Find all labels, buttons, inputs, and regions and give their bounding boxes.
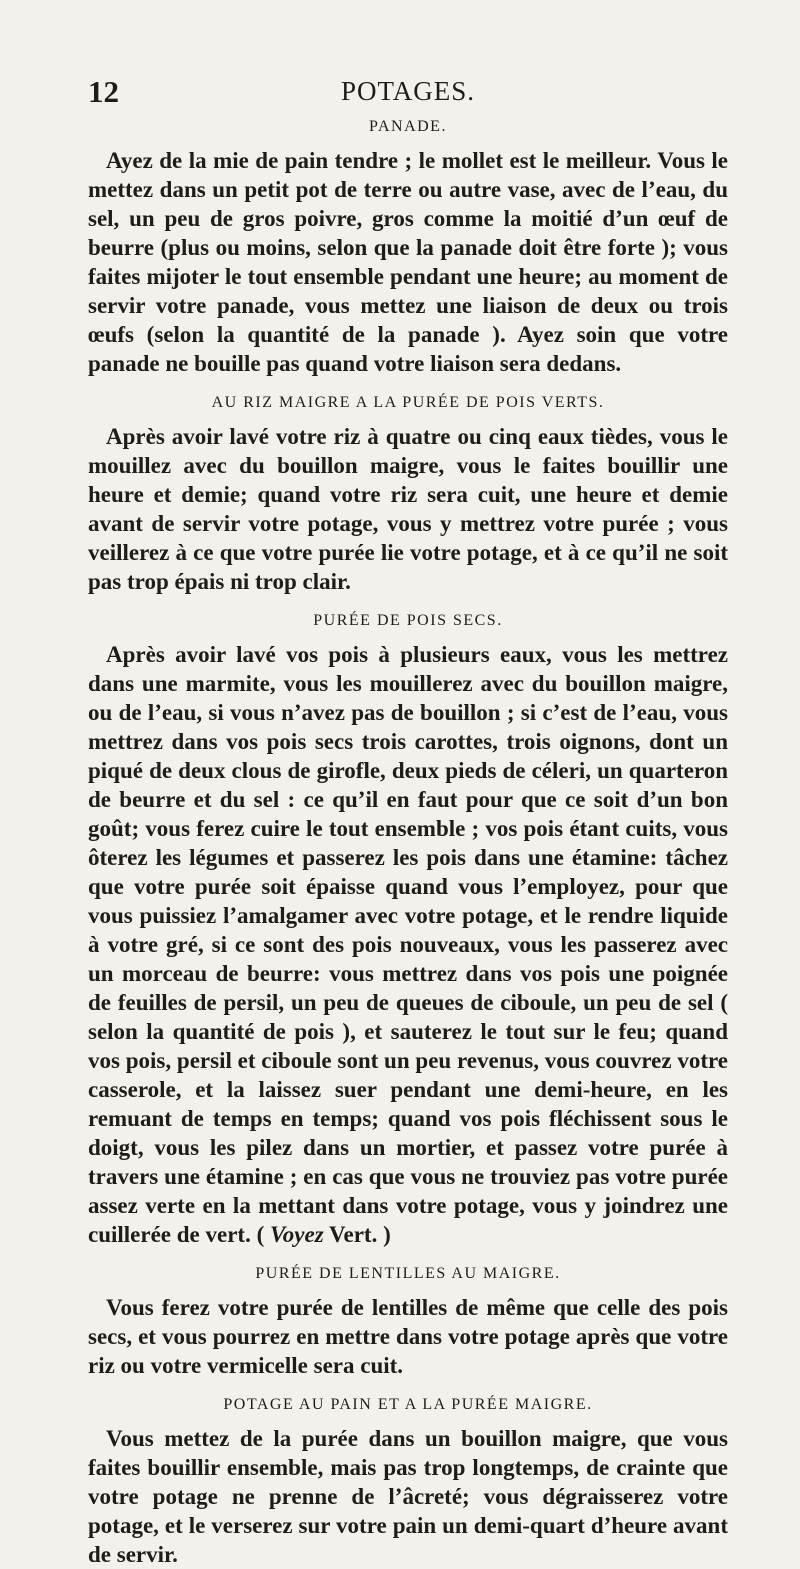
section-body-text-end: Vert. ) xyxy=(323,1222,391,1247)
cross-reference-voyez: Voyez xyxy=(270,1222,324,1247)
section-puree-pois-secs xyxy=(88,612,728,1249)
section-title: AU RIZ MAIGRE A LA PURÉE DE POIS VERTS. xyxy=(211,394,605,411)
section-title: PURÉE DE LENTILLES AU MAIGRE. xyxy=(255,1265,561,1282)
section-body xyxy=(88,640,728,1249)
section-body-text: Après avoir lavé vos pois à plusieurs eaux, vous les mettrez dans une marmite, vous les mouillerez avec du bouillon maigre, ou de l’eau, si vous n’avez pas de bouillon ; si c’est de l’eau, vous mettrez dans vos pois secs trois carottes, trois oignons, dont un piqué de deux clous de girofle, deux pieds de céleri, un quarteron de beurre et du sel : ce qu’il en faut pour que ce soit d’un bon goût; vous ferez cuire le tout ensemble ; vos pois étant cuits, vous ôterez les légumes et passerez les pois dans une étamine: tâchez que votre purée soit épaisse quand vous l’employez, pour que vous puissiez l’amalgamer avec votre potage, et le rendre liquide à votre gré, si ce sont des pois nouveaux, vous les passerez avec un morceau de beurre: vous mettrez dans vos pois une poignée de feuilles de persil, un peu de queues de ciboule, un peu de sel ( selon la quantité de pois ), et sauterez le tout sur le feu; quand vos pois, persil et ciboule sont un peu revenus, vous couvrez votre casserole, et la laissez suer pendant une demi-heure, en les remuant de temps en temps; quand vos pois fléchissent sous le doigt, vous les pilez dans un mortier, et passez votre purée à travers une étamine ; en cas que vous ne trouviez pas votre purée assez verte en la mettant dans votre potage, vous y joindrez une cuillerée de vert. ( xyxy=(88,642,728,1247)
section-body: Vous ferez votre purée de lentilles de même que celle des pois secs, et vous pourrez en mettre dans votre potage après que votre riz ou votre vermicelle sera cuit. xyxy=(88,1295,728,1378)
section-body: Ayez de la mie de pain tendre ; le mollet est le meilleur. Vous le mettez dans un petit pot de terre ou autre vase, avec de l’eau, du sel, un peu de gros poivre, gros comme la moitié d’un œuf de beurre (plus ou moins, selon que la panade doit être forte ); vous faites mijoter le tout ensemble pendant une heure; au moment de servir votre panade, vous mettez une liaison de deux ou trois œufs (selon la quantité de la panade ). Ayez soin que votre panade ne bouille pas quand votre liaison sera dedans. xyxy=(88,148,728,376)
section-potage-pain-puree xyxy=(88,1396,728,1569)
section-puree-lentilles xyxy=(88,1265,728,1380)
page-number: 12 xyxy=(88,74,119,109)
running-head: POTAGES. xyxy=(340,76,476,106)
section-body: Après avoir lavé votre riz à quatre ou cinq eaux tièdes, vous le mouillez avec du bouillon maigre, vous le faites bouillir une heure et demie; quand votre riz sera cuit, une heure et demie avant de servir votre potage, vous y mettrez votre purée ; vous veillerez à ce que votre purée lie votre potage, et à ce qu’il ne soit pas trop épais ni trop clair. xyxy=(88,424,728,594)
section-title: POTAGE AU PAIN ET A LA PURÉE MAIGRE. xyxy=(223,1396,593,1413)
page-header xyxy=(88,74,728,114)
section-body: Vous mettez de la purée dans un bouillon maigre, que vous faites bouillir ensemble, mais pas trop longtemps, de crainte que votre potage ne prenne de l’âcreté; vous dégraisserez votre potage, et le verserez sur votre pain un demi-quart d’heure avant de servir. xyxy=(88,1426,728,1567)
section-riz-maigre xyxy=(88,394,728,596)
section-title: PANADE. xyxy=(369,118,447,135)
section-panade xyxy=(88,118,728,378)
page-content xyxy=(88,118,728,1569)
section-title: PURÉE DE POIS SECS. xyxy=(313,612,503,629)
